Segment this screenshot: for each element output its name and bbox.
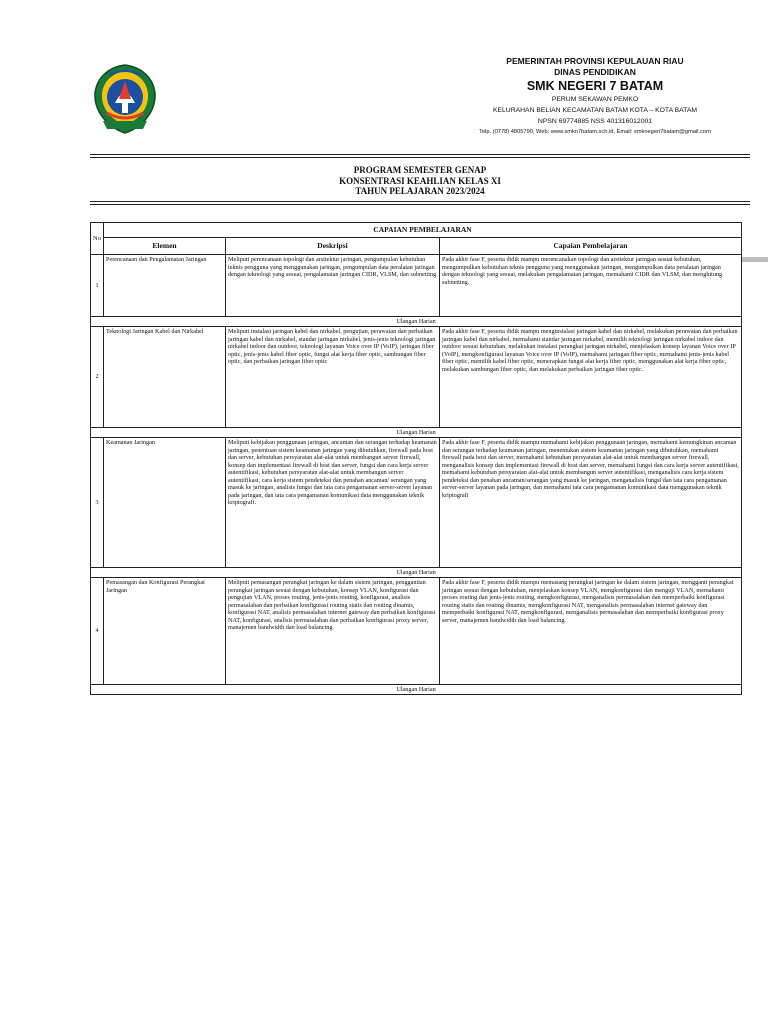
table-row — [91, 578, 742, 685]
row-number: 2 — [91, 327, 104, 428]
header-divider-thick — [90, 154, 750, 155]
government-name: PEMERINTAH PROVINSI KEPULAUAN RIAU — [506, 56, 684, 66]
letterhead — [430, 56, 760, 137]
row-capaian: Pada akhir fase F, peserta didik mampu memahami kebijakan penggunaan jaringan, memahami kemungkinan ancaman dan serangan terhadap keamanan jaringan, menentukan sistem keamanan jaringan yang dibutuhkan, memahami firewall pada host dan server, memahami kebutuhan persyaratan alat-alat untuk membangun server firewall, menganalisis konsep dan implementasi firewall di host dan server, memahami fungsi dan cara kerja server autentifikasi, memahami kebutuhan persyaratan alat-alat untuk membangun server autentifikasi, menganalisis cara kerja sistem pendeteksi dan penahan ancaman/serangan yang masuk ke jaringan, menganalisis fungsi dan tata cara pengamanan server-server layanan pada jaringan, dan memahami tata cara pengamanan komunikasi data menggunakan teknik kriptografi — [440, 438, 742, 568]
table-header-row-2 — [91, 238, 742, 255]
row-elemen: Keamanan Jaringan — [104, 438, 226, 568]
row-deskripsi: Meliputi pemasangan perangkat jaringan ke dalam sistem jaringan, penggantian perangkat jaringan sesuai dengan kebutuhan, konsep VLAN, konfigurasi dan pengujian VLAN, proses routing, jenis-jenis routing, konfigurasi, analisis permasalahan dan perbaikan konfigurasi routing statis dan routing dinamis, konfigurasi NAT, analisis permasalahan internet gateway dan perbaikan konfigurasi NAT, konfigurasi, analisis permasalahan dan perbaikan konfigurasi proxy server, manajemen bandwidth dan load balancing. — [226, 578, 440, 685]
table-row — [91, 327, 742, 428]
header-divider-thin — [90, 157, 750, 158]
school-name: SMK NEGERI 7 BATAM — [526, 79, 664, 93]
title-line-1: PROGRAM SEMESTER GENAP — [353, 165, 487, 175]
title-divider-top — [90, 201, 750, 202]
header-capaian-group: CAPAIAN PEMBELAJARAN — [104, 223, 742, 238]
row-deskripsi: Meliputi perencanaan topologi dan arsitektur jaringan, pengumpulan kebutuhan teknis pengguna yang menggunakan jaringan, pengumpulan data peralatan jaringan dengan teknologi yang sesuai, pengalamatan jaringan CIDR, VLSM, dan subnetting — [226, 255, 440, 317]
ulangan-row — [91, 568, 742, 578]
row-number: 1 — [91, 255, 104, 317]
address-line-1: PERUM SEKAWAN PEMKO — [551, 96, 639, 103]
title-line-3: TAHUN PELAJARAN 2023/2024 — [355, 186, 485, 196]
table-header-row-1 — [91, 223, 742, 238]
row-deskripsi: Meliputi instalasi jaringan kabel dan nirkabel, pengujian, perawatan dan perbaikan jaringan kabel dan nirkabel, standar jaringan nirkabel, jenis-jenis teknologi jaringan nirkabel indoor dan outdoor, teknologi layanan Voice over IP (VoIP), jaringan fiber optic, jenis-jenis kabel fiber optic, fungsi alat kerja fiber optic, sambungan fiber optic, dan perbaikan jaringan fiber optic — [226, 327, 440, 428]
title-line-2: KONSENTRASI KEAHLIAN KELAS XI — [339, 175, 501, 186]
row-capaian: Pada akhir fase F, peserta didik mampu menginstalasi jaringan kabel dan nirkabel, melakukan perawatan dan perbaikan jaringan kabel dan nirkabel, memahami standar jaringan nirkabel, memilih teknologi jaringan nirkabel indoor dan outdoor sesuai kebutuhan, melakukan instalasi perangkat jaringan nirkabel, menjelaskan konsep layanan Voice over IP (VoIP), mengkonfigurasi layanan Voice over IP (VoIP), memahami jaringan fiber optic, memahami jenis-jenis kabel fiber optic, memilih kabel fiber optic, menerapkan fungsi alat kerja fiber optic, menggunakan alat kerja fiber optic, melakukan sambungan fiber optic, dan melakukan perbaikan jaringan fiber optic. — [440, 327, 742, 428]
ulangan-harian-label: Ulangan Harian — [91, 685, 742, 695]
row-capaian: Pada akhir fase F, peserta didik mampu merencanakan topologi dan arsitektur jaringan sesuai kebutuhan, mengumpulkan kebutuhan teknis pengguna yang menggunakan jaringan, mengumpulkan data peralatan jaringan dengan teknologi yang sesuai, melakukan pengalamatan jaringan, memahami CIDR dan VLSM, dan menghitung subnetting. — [440, 255, 742, 317]
address-line-2: KELURAHAN BELIAN KECAMATAN BATAM KOTA – KOTA BATAM — [492, 107, 698, 114]
row-elemen: Perencanaan dan Pengalamatan Jaringan — [104, 255, 226, 317]
ulangan-harian-label: Ulangan Harian — [91, 568, 742, 578]
row-number: 4 — [91, 578, 104, 685]
header-deskripsi: Deskripsi — [226, 238, 440, 255]
provincial-crest-icon — [93, 63, 157, 135]
table-row — [91, 438, 742, 568]
department-name: DINAS PENDIDIKAN — [554, 67, 636, 77]
semester-program-table — [90, 222, 742, 695]
row-number: 3 — [91, 438, 104, 568]
table-row — [91, 255, 742, 317]
ulangan-row — [91, 685, 742, 695]
npsn-line: NPSN 69774885 NSS 401316012001 — [537, 118, 653, 125]
row-elemen: Teknologi Jaringan Kabel dan Nirkabel — [104, 327, 226, 428]
title-divider-bottom — [90, 204, 750, 205]
ulangan-row — [91, 317, 742, 327]
header-no: No — [91, 223, 104, 255]
row-deskripsi: Meliputi kebijakan penggunaan jaringan, ancaman dan serangan terhadap keamanan jaringan, penentuan sistem keamanan jaringan yang dibutuhkan, firewall pada host dan server, kebutuhan persyaratan alat-alat untuk membangun server firewall, konsep dan implementasi firewall di host dan server, fungsi dan cara kerja server autentifikasi, kebutuhan persyaratan alat-alat untuk membangun server autentifikasi, cara kerja sistem pendeteksi dan penahan ancaman/ serangan yang masuk ke jaringan, analisis fungsi dan tata cara pengamanan server-server layanan pada jaringan, dan tata cara pengamanan komunikasi data menggunakan teknik kriptografi. — [226, 438, 440, 568]
row-elemen: Pemasangan dan Konfigurasi Perangkat Jaringan — [104, 578, 226, 685]
contact-line: Telp. (0778) 4805790, Web: www.smkn7batam.sch.id, Email: smknegeri7batam@gmail.com — [479, 129, 711, 135]
scroll-indicator — [741, 257, 768, 262]
ulangan-harian-label: Ulangan Harian — [91, 317, 742, 327]
ulangan-row — [91, 428, 742, 438]
header-elemen: Elemen — [104, 238, 226, 255]
ulangan-harian-label: Ulangan Harian — [91, 428, 742, 438]
row-capaian: Pada akhir fase F, peserta didik mampu memasang perangkat jaringan ke dalam sistem jaringan, mengganti perangkat jaringan sesuai dengan kebutuhan, menjelaskan konsep VLAN, mengkonfigurasi dan menguji VLAN, memahami proses routing dan jenis-jenis routing, mengkonfigurasi, menganalisis permasalahan dan memperbaiki konfigurasi routing statis dan routing dinamis, mengkonfigurasi NAT, menganalisis permasalahan internet gateway dan memperbaiki konfigurasi NAT, mengkonfigurasi, menganalisis permasalahan dan memperbaiki konfigurasi proxy server, manajemen bandwidth dan load balancing. — [440, 578, 742, 685]
header-capaian: Capaian Pembelajaran — [440, 238, 742, 255]
document-title — [90, 165, 750, 197]
